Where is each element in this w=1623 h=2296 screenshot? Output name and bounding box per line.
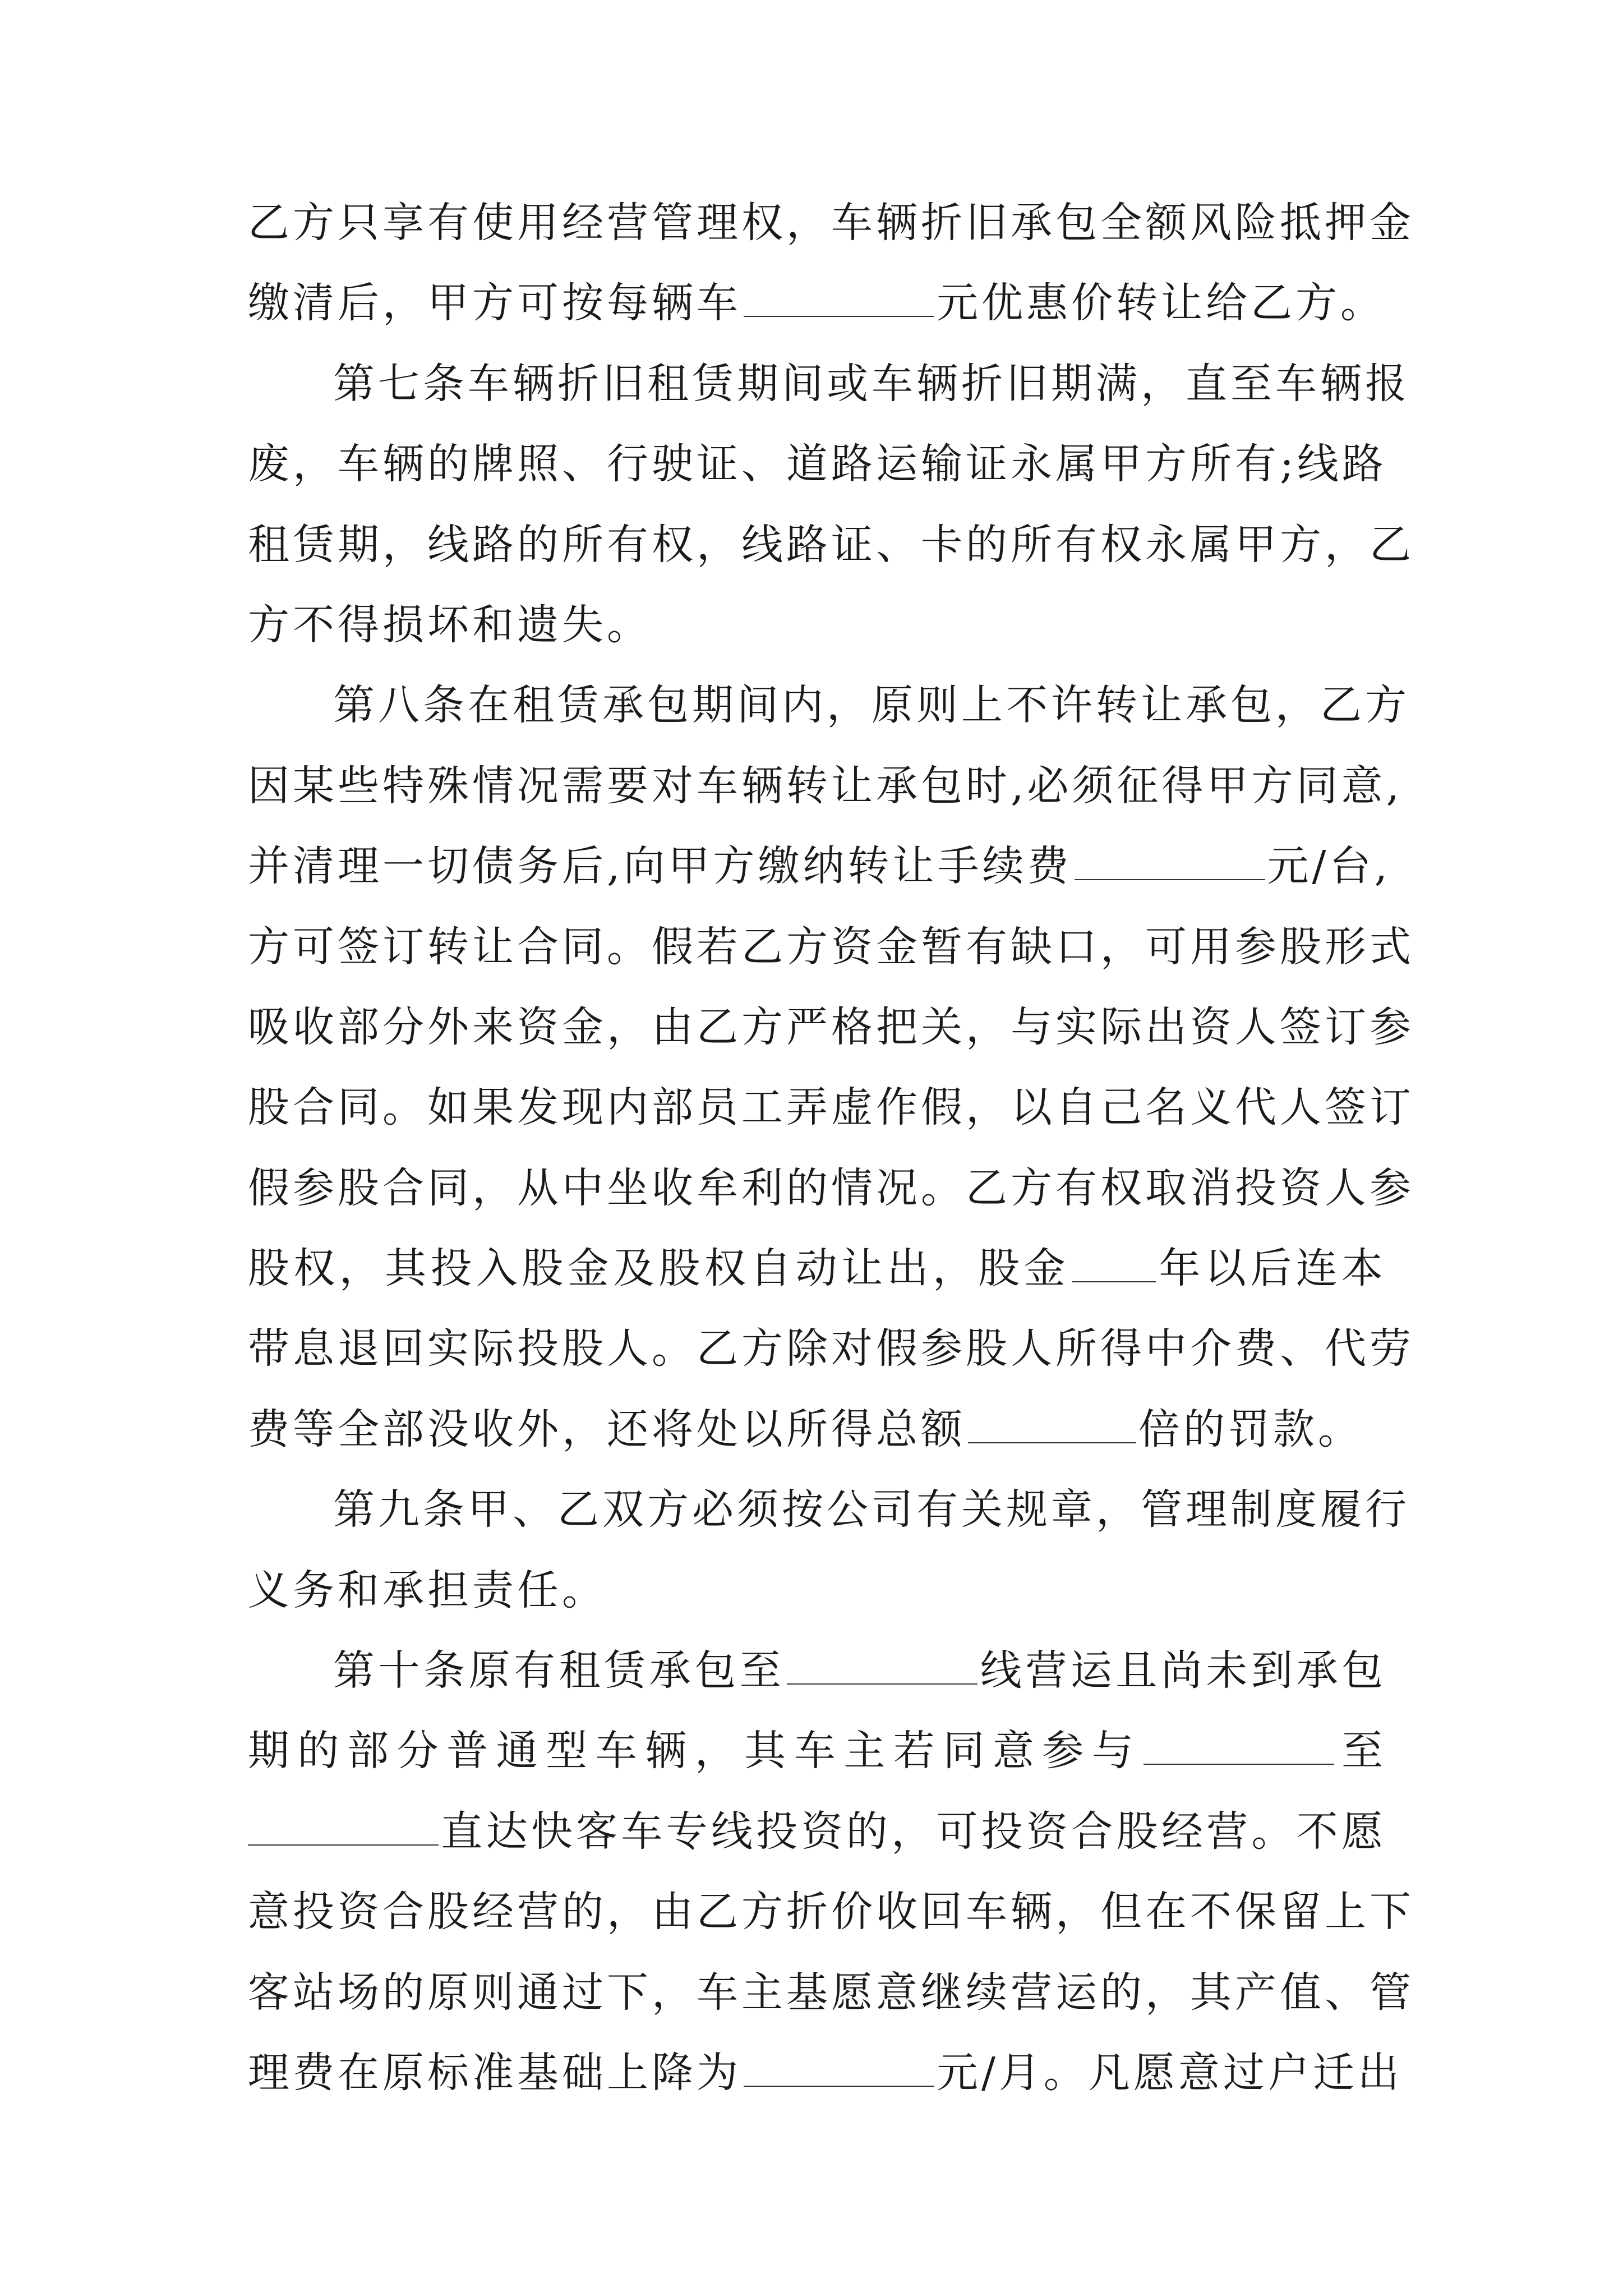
paragraph-start-line: 第七条车辆折旧租赁期间或车辆折旧期满，直至车辆报 [333,359,1410,408]
fill-in-blank [968,1411,1136,1443]
text-line: 义务和承担责任。 [248,1566,607,1614]
text-line: 方不得损坏和遗失。 [248,600,652,649]
text-line: 带息退回实际投股人。乙方除对假参股人所得中介费、代劳 [248,1324,1414,1373]
fill-in-blank [744,284,934,317]
text-line: 乙方只享有使用经营管理权，车辆折旧承包全额风险抵押金 [248,199,1414,247]
paragraph-start-line: 第十条原有租赁承包至 线营运且尚未到承包 [333,1646,1387,1695]
fill-in-blank [1144,1732,1334,1765]
text-line: 方可签订转让合同。假若乙方资金暂有缺口，可用参股形式 [248,922,1414,971]
fill-in-blank [1075,848,1265,880]
text-line: 并清理一切债务后,向甲方缴纳转让手续费 元/台, [248,842,1391,891]
text-line: 吸收部分外来资金，由乙方严格把关，与实际出资人签订参 [248,1002,1414,1051]
text-line: 直达快客车专线投资的，可投资合股经营。不愿 [248,1792,1386,1872]
fill-in-blank [1072,1250,1156,1282]
document-body [248,183,1414,2113]
paragraph-start-line: 第八条在租赁承包期间内，原则上不许转让承包，乙方 [333,681,1410,730]
text-line: 假参股合同，从中坐收牟利的情况。乙方有权取消投资人参 [248,1163,1414,1212]
text-line: 期的部分普通型车辆，其车主若同意参与 至 [248,1727,1387,1775]
text-line: 废，车辆的牌照、行驶证、道路运输证永属甲方所有;线路 [248,440,1387,489]
text-line: 意投资合股经营的，由乙方折价收回车辆，但在不保留上下 [248,1888,1414,1936]
fill-in-blank [787,1652,978,1685]
text-line: 缴清后，甲方可按每辆车 元优惠价转让给乙方。 [248,279,1385,328]
paragraph-start-line: 第九条甲、乙双方必须按公司有关规章，管理制度履行 [333,1485,1410,1534]
fill-in-blank [744,2054,934,2087]
text-line: 理费在原标准基础上降为 元/月。凡愿意过户迁出 [248,2048,1403,2097]
text-line: 客站场的原则通过下，车主基愿意继续营运的，其产值、管 [248,1968,1414,2017]
text-line: 股权，其投入股金及股权自动让出，股金 年以后连本 [248,1244,1387,1293]
fill-in-blank [248,1813,439,1846]
text-line: 股合同。如果发现内部员工弄虚作假，以自己名义代人签订 [248,1083,1414,1132]
text-line: 费等全部没收外，还将处以所得总额 倍的罚款。 [248,1405,1363,1453]
text-line: 因某些特殊情况需要对车辆转让承包时,必须征得甲方同意, [248,761,1403,810]
text-line: 租赁期，线路的所有权，线路证、卡的所有权永属甲方，乙 [248,520,1414,569]
